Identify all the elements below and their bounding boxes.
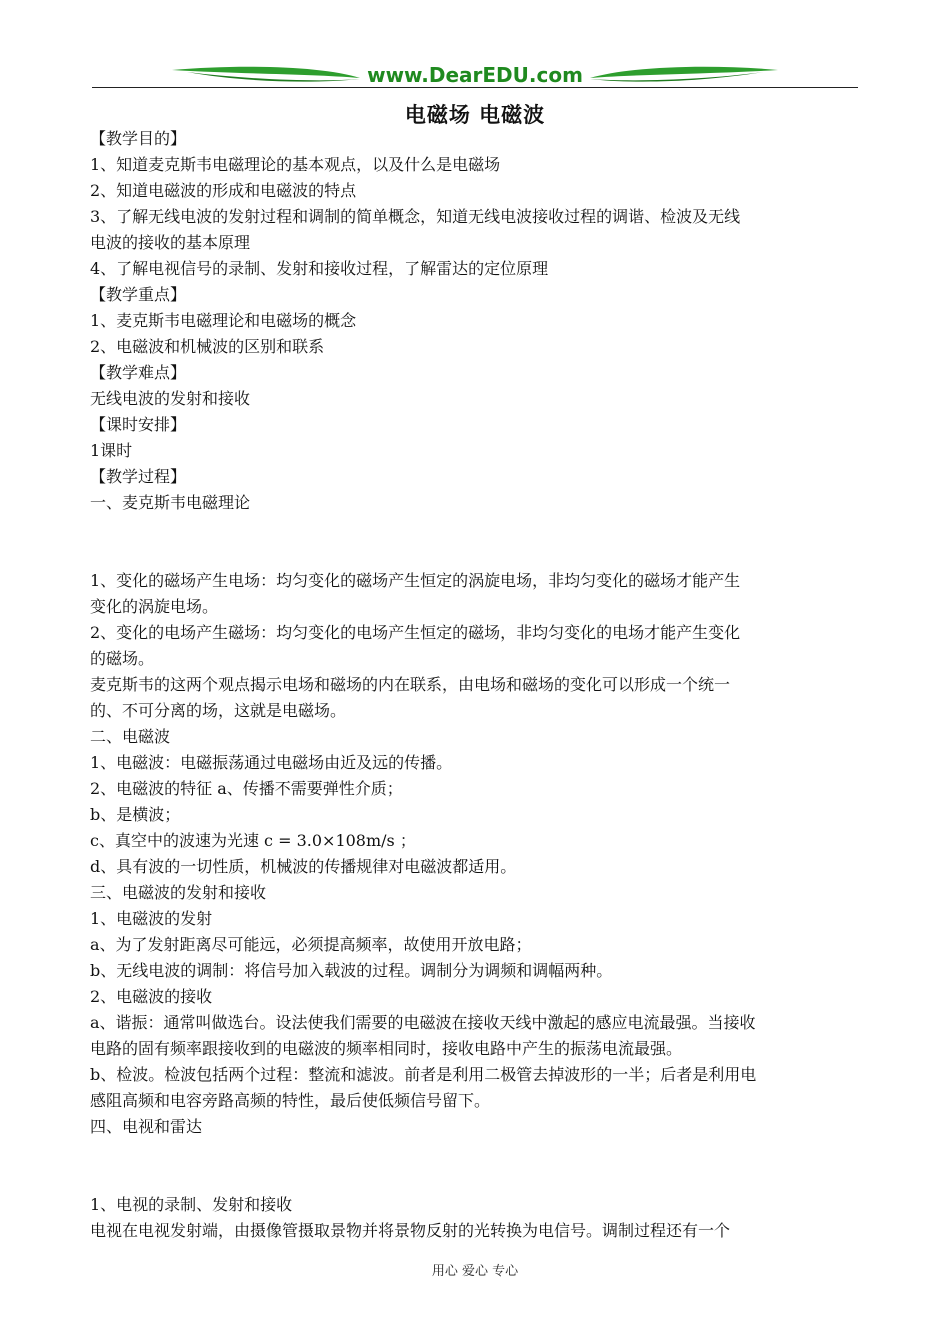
text-line: d、具有波的一切性质，机械波的传播规律对电磁波都适用。 [90,857,517,876]
text-line: 2、知道电磁波的形成和电磁波的特点 [90,181,357,200]
left-swoosh-icon [172,67,360,78]
header-divider [92,87,858,88]
text-line: 1课时 [90,441,133,460]
text-line: 无线电波的发射和接收 [90,389,251,408]
site-logo-text: www.DearEDU.com [367,63,583,87]
text-line: 【教学过程】 [90,467,187,486]
document-body [90,126,862,1244]
text-line: 的磁场。 [90,649,155,668]
page-title: 电磁场 电磁波 [404,103,546,127]
text-line: 一、麦克斯韦电磁理论 [90,493,251,512]
text-line [90,516,862,542]
text-line: 四、电视和雷达 [90,1117,203,1136]
text-line: 【教学重点】 [90,285,187,304]
text-line: 电视在电视发射端，由摄像管摄取景物并将景物反射的光转换为电信号。调制过程还有一个 [90,1221,731,1240]
text-line: 1、知道麦克斯韦电磁理论的基本观点，以及什么是电磁场 [90,155,501,174]
text-line: 电波的接收的基本原理 [90,233,251,252]
text-line: 4、了解电视信号的录制、发射和接收过程，了解雷达的定位原理 [90,259,549,278]
text-line: 1、电磁波：电磁振荡通过电磁场由近及远的传播。 [90,753,453,772]
text-line [90,1140,862,1166]
text-line: b、无线电波的调制：将信号加入载波的过程。调制分为调频和调幅两种。 [90,961,613,980]
text-line: 1、电磁波的发射 [90,909,213,928]
text-line: 2、变化的电场产生磁场：均匀变化的电场产生恒定的磁场，非均匀变化的电场才能产生变化 [90,623,741,642]
page-footer: 用心 爱心 专心 [431,1264,519,1279]
text-line: 三、电磁波的发射和接收 [90,883,267,902]
text-line: 2、电磁波的接收 [90,987,213,1006]
text-line: 【教学难点】 [90,363,187,382]
text-line: 2、电磁波的特征 a、传播不需要弹性介质； [90,779,403,798]
text-line: 的、不可分离的场，这就是电磁场。 [90,701,347,720]
right-swoosh-icon [590,67,778,78]
text-line: 感阻高频和电容旁路高频的特性，最后使低频信号留下。 [90,1091,491,1110]
text-line: b、检波。检波包括两个过程：整流和滤波。前者是利用二极管去掉波形的一半；后者是利用电 [90,1065,757,1084]
text-line [90,1166,862,1192]
text-line: 1、电视的录制、发射和接收 [90,1195,293,1214]
text-line: 麦克斯韦的这两个观点揭示电场和磁场的内在联系，由电场和磁场的变化可以形成一个统一 [90,675,731,694]
text-line: a、为了发射距离尽可能远，必须提高频率，故使用开放电路； [90,935,532,954]
text-line: 2、电磁波和机械波的区别和联系 [90,337,325,356]
text-line: b、是横波； [90,805,181,824]
text-line [90,542,862,568]
text-line: 变化的涡旋电场。 [90,597,219,616]
text-line: 【课时安排】 [90,415,187,434]
text-line: 二、电磁波 [90,727,171,746]
text-line: c、真空中的波速为光速 c = 3.0×108m/s ； [90,831,416,850]
text-line: 1、变化的磁场产生电场：均匀变化的磁场产生恒定的涡旋电场，非均匀变化的磁场才能产生 [90,571,741,590]
text-line: 1、麦克斯韦电磁理论和电磁场的概念 [90,311,357,330]
text-line: 【教学目的】 [90,129,187,148]
text-line: 电路的固有频率跟接收到的电磁波的频率相同时，接收电路中产生的振荡电流最强。 [90,1039,683,1058]
text-line: a、谐振：通常叫做选台。设法使我们需要的电磁波在接收天线中激起的感应电流最强。当接收 [90,1013,756,1032]
text-line: 3、了解无线电波的发射过程和调制的简单概念，知道无线电波接收过程的调谐、检波及无线 [90,207,741,226]
